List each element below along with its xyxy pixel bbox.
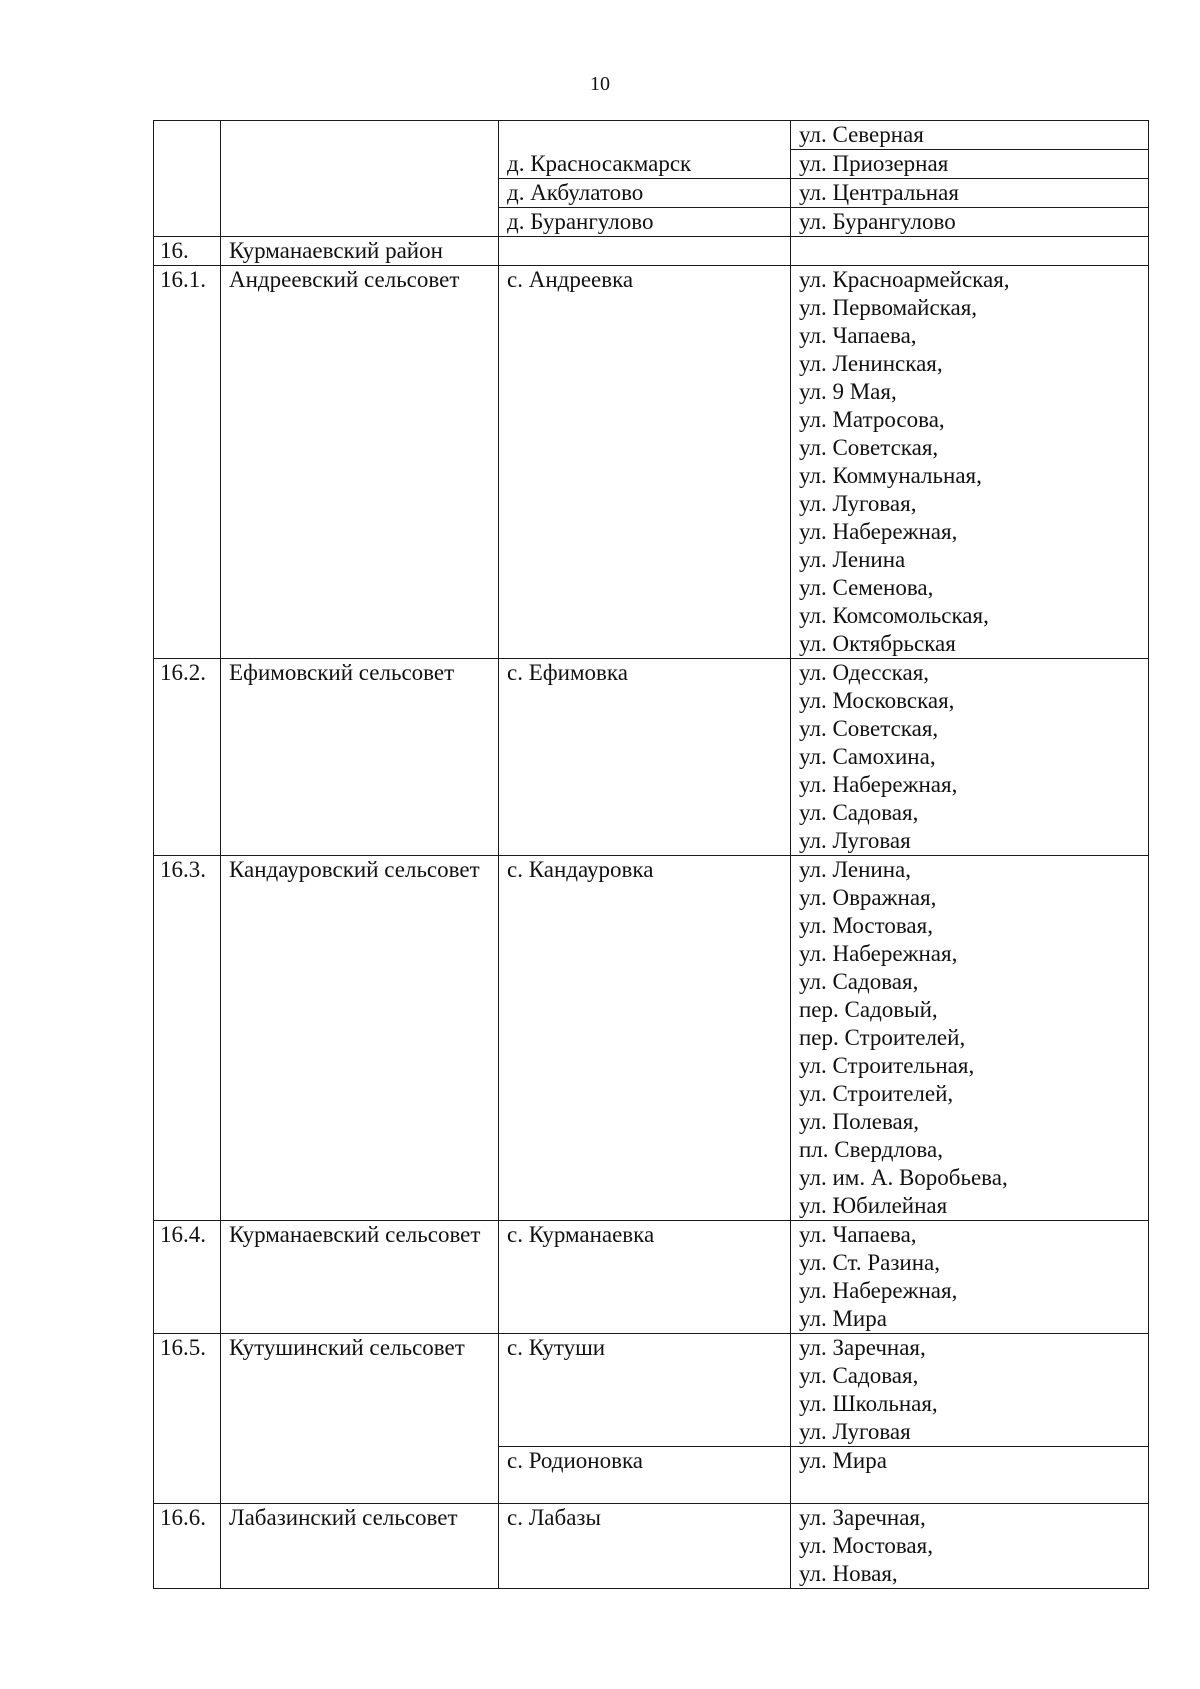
table-row [154, 1504, 1149, 1589]
table-row [154, 266, 1149, 659]
row-number [154, 150, 221, 179]
row-number: 16.2. [154, 659, 221, 856]
table-row [154, 1221, 1149, 1334]
municipality-name [221, 1447, 499, 1504]
street-line: ул. Набережная, [799, 941, 958, 966]
street-line: ул. Мостовая, [799, 913, 933, 938]
table-row [154, 856, 1149, 1221]
street-line: ул. Заречная, [799, 1335, 926, 1360]
streets-cell [791, 208, 1149, 237]
table-row [154, 1334, 1149, 1447]
row-number: 16.6. [154, 1504, 221, 1589]
street-line: ул. Чапаева, [799, 323, 917, 348]
streets-cell [791, 1221, 1149, 1334]
settlement-name: с. Кутуши [499, 1334, 791, 1447]
municipality-name [221, 121, 499, 150]
street-line: ул. Мира [799, 1448, 887, 1473]
street-line: ул. 9 Мая, [799, 379, 897, 404]
street-line: ул. Одесская, [799, 660, 930, 685]
municipality-name [221, 150, 499, 179]
street-line: ул. Садовая, [799, 800, 919, 825]
street-line: ул. Ленина, [799, 857, 912, 882]
street-line [799, 237, 1142, 265]
street-line: ул. Школьная, [799, 1391, 938, 1416]
settlement-name: д. Красносакмарск [499, 150, 791, 179]
street-line: ул. им. А. Воробьева, [799, 1165, 1008, 1190]
street-line: пер. Садовый, [799, 997, 938, 1022]
table-row [154, 121, 1149, 150]
table-row [154, 1447, 1149, 1504]
street-line: ул. Мира [799, 1306, 887, 1331]
street-line: ул. Приозерная [799, 151, 949, 176]
page-number: 10 [590, 73, 610, 95]
settlement-name: д. Бурангулово [499, 208, 791, 237]
street-line: ул. Овражная, [799, 885, 937, 910]
settlement-name: с. Ефимовка [499, 659, 791, 856]
street-line: ул. Луговая [799, 828, 911, 853]
municipality-name: Андреевский сельсовет [221, 266, 499, 659]
street-line: ул. Садовая, [799, 969, 919, 994]
settlement-name: д. Акбулатово [499, 179, 791, 208]
street-line: ул. Луговая [799, 1419, 911, 1444]
street-line: ул. Комсомольская, [799, 603, 989, 628]
municipality-name: Курманаевский сельсовет [221, 1221, 499, 1334]
streets-cell [791, 179, 1149, 208]
streets-cell [791, 150, 1149, 179]
street-line: пер. Строителей, [799, 1025, 966, 1050]
streets-cell [791, 1504, 1149, 1589]
municipality-name [221, 208, 499, 237]
street-line: ул. Семенова, [799, 575, 934, 600]
settlements-table [153, 120, 1149, 1589]
table-row [154, 659, 1149, 856]
row-number [154, 179, 221, 208]
street-line: ул. Набережная, [799, 1278, 958, 1303]
street-line: ул. Строительная, [799, 1053, 975, 1078]
row-number: 16.1. [154, 266, 221, 659]
street-line: ул. Красноармейская, [799, 267, 1010, 292]
street-line: ул. Центральная [799, 180, 959, 205]
street-line: ул. Московская, [799, 688, 955, 713]
street-line: ул. Чапаева, [799, 1222, 917, 1247]
table-row [154, 208, 1149, 237]
street-line: ул. Северная [799, 122, 924, 147]
street-line: ул. Ленина [799, 547, 906, 572]
row-number: 16.5. [154, 1334, 221, 1447]
street-line: ул. Первомайская, [799, 295, 978, 320]
street-line: ул. Юбилейная [799, 1193, 948, 1218]
street-line: ул. Набережная, [799, 519, 958, 544]
street-line: ул. Бурангулово [799, 209, 956, 234]
row-number [154, 1447, 221, 1504]
municipality-name: Кутушинский сельсовет [221, 1334, 499, 1447]
settlement-name: с. Андреевка [499, 266, 791, 659]
row-number: 16. [154, 237, 221, 266]
street-line: ул. Ленинская, [799, 351, 943, 376]
street-line: ул. Ст. Разина, [799, 1250, 940, 1275]
street-line: ул. Матросова, [799, 407, 945, 432]
street-line: ул. Полевая, [799, 1109, 920, 1134]
street-line: ул. Советская, [799, 716, 939, 741]
municipality-name: Лабазинский сельсовет [221, 1504, 499, 1589]
row-number: 16.3. [154, 856, 221, 1221]
street-line: ул. Октябрьская [799, 631, 956, 656]
table-row [154, 179, 1149, 208]
street-line: ул. Мостовая, [799, 1533, 933, 1558]
settlement-name [499, 121, 791, 150]
streets-cell [791, 121, 1149, 150]
row-number [154, 121, 221, 150]
street-line: ул. Новая, [799, 1561, 898, 1586]
table-row [154, 150, 1149, 179]
streets-cell [791, 1334, 1149, 1447]
settlement-name: с. Курманаевка [499, 1221, 791, 1334]
row-number [154, 208, 221, 237]
street-line: ул. Самохина, [799, 744, 936, 769]
streets-cell [791, 266, 1149, 659]
street-line: ул. Набережная, [799, 772, 958, 797]
streets-cell [791, 856, 1149, 1221]
streets-cell [791, 237, 1149, 266]
table-row [154, 237, 1149, 266]
settlements-table-body [154, 121, 1149, 1589]
streets-cell [791, 1447, 1149, 1504]
street-line: ул. Коммунальная, [799, 463, 982, 488]
settlement-name: с. Родионовка [499, 1447, 791, 1504]
municipality-name [221, 179, 499, 208]
street-line: ул. Садовая, [799, 1363, 919, 1388]
settlement-name [499, 237, 791, 266]
street-line: пл. Свердлова, [799, 1137, 943, 1162]
street-line [799, 1475, 1142, 1503]
municipality-name: Курманаевский район [221, 237, 499, 266]
municipality-name: Ефимовский сельсовет [221, 659, 499, 856]
street-line: ул. Строителей, [799, 1081, 954, 1106]
settlement-name: с. Лабазы [499, 1504, 791, 1589]
municipality-name: Кандауровский сельсовет [221, 856, 499, 1221]
streets-cell [791, 659, 1149, 856]
street-line: ул. Заречная, [799, 1505, 926, 1530]
street-line: ул. Советская, [799, 435, 939, 460]
settlement-name: с. Кандауровка [499, 856, 791, 1221]
row-number: 16.4. [154, 1221, 221, 1334]
street-line: ул. Луговая, [799, 491, 917, 516]
